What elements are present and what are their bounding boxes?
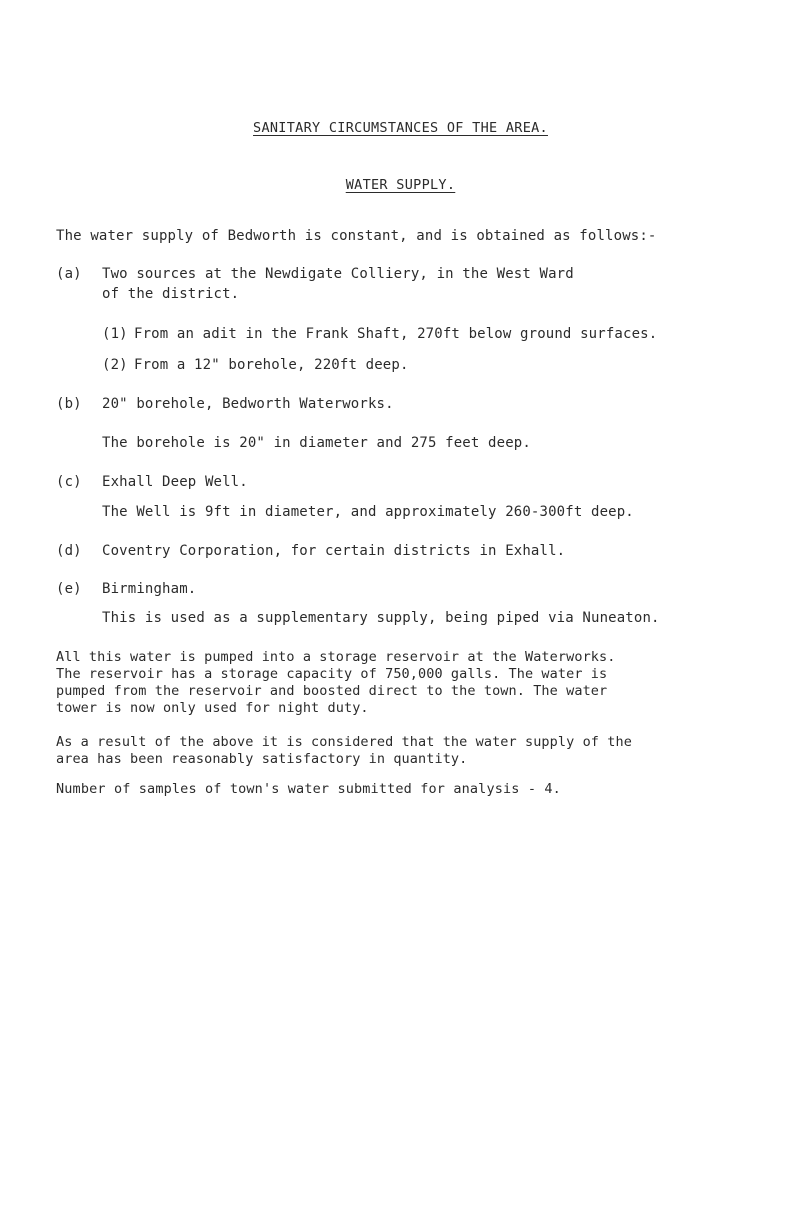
item-a-2	[102, 357, 409, 373]
item-marker: (c)	[56, 474, 82, 490]
item-text: Birmingham.	[102, 581, 197, 597]
samples-line: Number of samples of town's water submitted for analysis - 4.	[56, 781, 561, 797]
item-marker: (1)	[102, 326, 128, 342]
section-subtitle: WATER SUPPLY.	[345, 177, 456, 193]
item-a	[56, 266, 574, 282]
item-b	[56, 396, 394, 412]
paragraph-line: area has been reasonably satisfactory in quantity.	[56, 751, 468, 767]
item-marker: (b)	[56, 396, 82, 412]
item-e-note: This is used as a supplementary supply, being piped via Nuneaton.	[102, 610, 660, 626]
item-text: Two sources at the Newdigate Colliery, in the West Ward	[102, 266, 574, 282]
item-marker: (d)	[56, 543, 82, 559]
item-c-note: The Well is 9ft in diameter, and approximately 260-300ft deep.	[102, 504, 634, 520]
item-text: Coventry Corporation, for certain districts in Exhall.	[102, 543, 566, 559]
item-text: Exhall Deep Well.	[102, 474, 248, 490]
item-a-continuation: of the district.	[102, 286, 240, 302]
item-e	[56, 581, 196, 597]
item-text: 20" borehole, Bedworth Waterworks.	[102, 396, 394, 412]
section-title: SANITARY CIRCUMSTANCES OF THE AREA.	[253, 120, 548, 136]
intro-line: The water supply of Bedworth is constant, and is obtained as follows:-	[56, 228, 657, 244]
item-c	[56, 474, 248, 490]
paragraph-line: All this water is pumped into a storage reservoir at the Waterworks.	[56, 649, 616, 665]
paragraph-line: The reservoir has a storage capacity of 750,000 galls. The water is	[56, 666, 608, 682]
item-marker: (a)	[56, 266, 82, 282]
item-text: From an adit in the Frank Shaft, 270ft below ground surfaces.	[134, 326, 658, 342]
item-marker: (2)	[102, 357, 128, 373]
item-a-1	[102, 326, 657, 342]
paragraph-line: pumped from the reservoir and boosted direct to the town. The water	[56, 683, 608, 699]
paragraph-line: As a result of the above it is considered that the water supply of the	[56, 734, 632, 750]
paragraph-line: tower is now only used for night duty.	[56, 700, 369, 716]
item-d	[56, 543, 565, 559]
item-marker: (e)	[56, 581, 82, 597]
item-b-note: The borehole is 20" in diameter and 275 feet deep.	[102, 435, 531, 451]
item-text: From a 12" borehole, 220ft deep.	[134, 357, 409, 373]
reservoir-paragraph	[56, 649, 796, 717]
conclusion-paragraph	[56, 734, 796, 768]
